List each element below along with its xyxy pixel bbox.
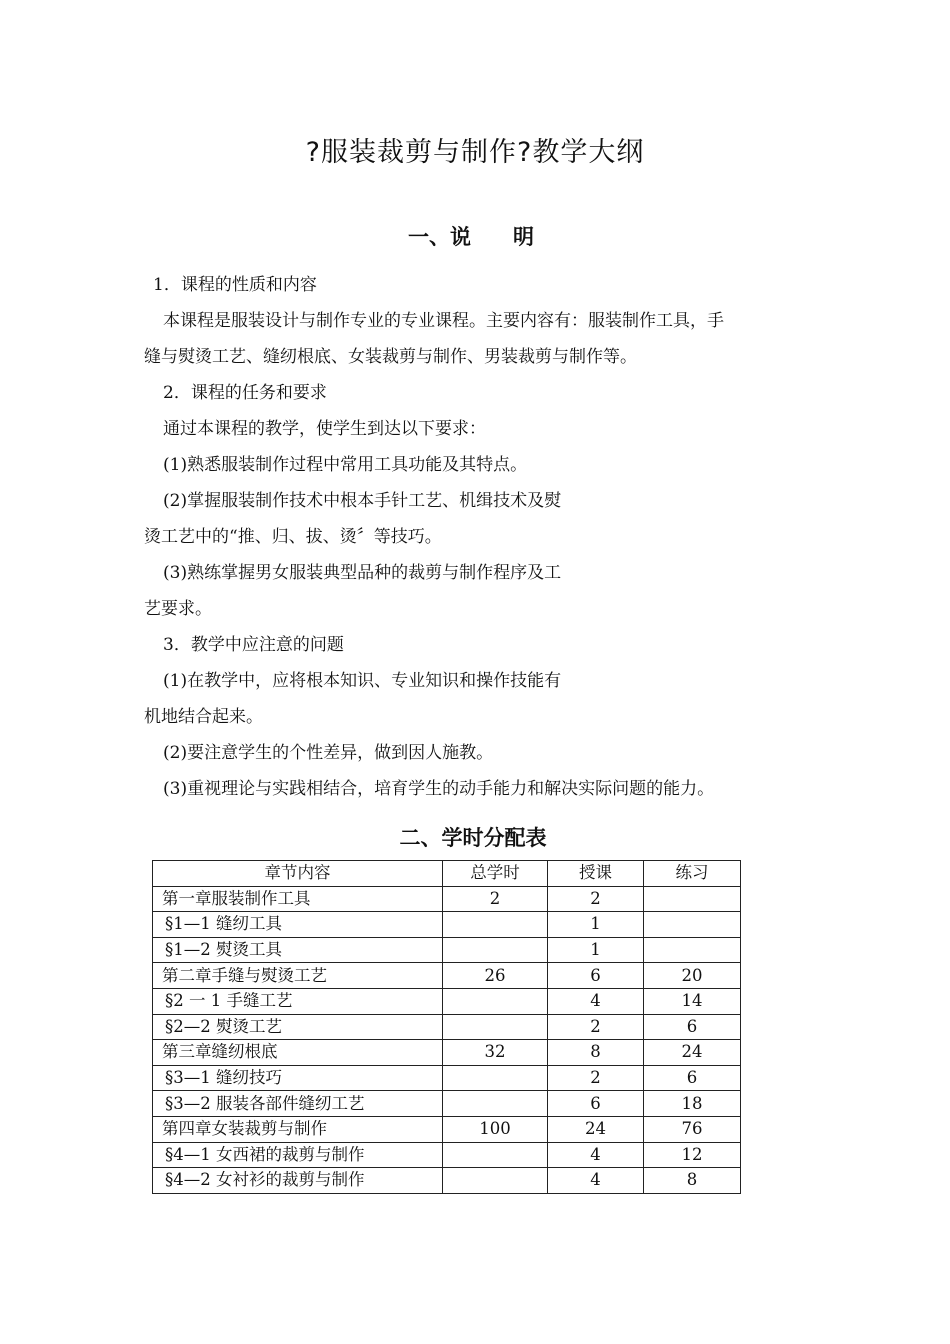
cell-total bbox=[443, 912, 548, 938]
table-row bbox=[153, 1040, 741, 1066]
cell-practice bbox=[644, 886, 741, 912]
hours-allocation-table bbox=[152, 860, 741, 1194]
cell-lecture: 2 bbox=[548, 1065, 644, 1091]
header-chapter: 章节内容 bbox=[153, 861, 443, 887]
cell-lecture: 2 bbox=[548, 886, 644, 912]
cell-lecture: 6 bbox=[548, 1091, 644, 1117]
cell-practice: 76 bbox=[644, 1116, 741, 1142]
cell-chapter: 第三章缝纫根底 bbox=[153, 1040, 443, 1066]
paragraph-line: (3)熟练掌握男女服装典型品种的裁剪与制作程序及工 bbox=[163, 563, 562, 583]
cell-total bbox=[443, 1142, 548, 1168]
cell-lecture: 24 bbox=[548, 1116, 644, 1142]
table-row bbox=[153, 886, 741, 912]
cell-chapter: §1—2 熨烫工具 bbox=[153, 937, 443, 963]
cell-practice: 20 bbox=[644, 963, 741, 989]
cell-practice: 24 bbox=[644, 1040, 741, 1066]
table-row bbox=[153, 988, 741, 1014]
section-heading-hours-table: 二、学时分配表 bbox=[399, 826, 547, 850]
paragraph-line: (1)在教学中，应将根本知识、专业知识和操作技能有 bbox=[163, 671, 562, 691]
paragraph-line: 1．课程的性质和内容 bbox=[153, 275, 317, 295]
cell-practice bbox=[644, 912, 741, 938]
paragraph-line: 机地结合起来。 bbox=[144, 707, 263, 727]
paragraph-line: 烫工艺中的“推、归、拔、烫〞等技巧。 bbox=[144, 527, 442, 547]
table-row bbox=[153, 963, 741, 989]
cell-practice: 6 bbox=[644, 1014, 741, 1040]
table-row bbox=[153, 1168, 741, 1194]
table-row bbox=[153, 937, 741, 963]
cell-lecture: 4 bbox=[548, 988, 644, 1014]
cell-lecture: 4 bbox=[548, 1168, 644, 1194]
cell-chapter: 第四章女装裁剪与制作 bbox=[153, 1116, 443, 1142]
table-row bbox=[153, 1116, 741, 1142]
cell-practice: 14 bbox=[644, 988, 741, 1014]
cell-chapter: 第一章服装制作工具 bbox=[153, 886, 443, 912]
cell-total bbox=[443, 1168, 548, 1194]
cell-chapter: §3—1 缝纫技巧 bbox=[153, 1065, 443, 1091]
cell-chapter: §4—1 女西裙的裁剪与制作 bbox=[153, 1142, 443, 1168]
paragraph-line: 缝与熨烫工艺、缝纫根底、女装裁剪与制作、男装裁剪与制作等。 bbox=[144, 347, 637, 367]
cell-practice bbox=[644, 937, 741, 963]
paragraph-line: (2)要注意学生的个性差异，做到因人施教。 bbox=[163, 743, 494, 763]
cell-practice: 8 bbox=[644, 1168, 741, 1194]
cell-lecture: 1 bbox=[548, 912, 644, 938]
cell-chapter: §2—2 熨烫工艺 bbox=[153, 1014, 443, 1040]
cell-total: 32 bbox=[443, 1040, 548, 1066]
table-row bbox=[153, 1065, 741, 1091]
cell-lecture: 1 bbox=[548, 937, 644, 963]
header-lecture: 授课 bbox=[548, 861, 644, 887]
paragraph-line: 艺要求。 bbox=[144, 599, 212, 619]
cell-total: 100 bbox=[443, 1116, 548, 1142]
paragraph-line: 通过本课程的教学，使学生到达以下要求： bbox=[163, 419, 486, 439]
cell-practice: 12 bbox=[644, 1142, 741, 1168]
paragraph-line: 3．教学中应注意的问题 bbox=[163, 635, 344, 655]
cell-chapter: §4—2 女衬衫的裁剪与制作 bbox=[153, 1168, 443, 1194]
cell-lecture: 2 bbox=[548, 1014, 644, 1040]
paragraph-line: (3)重视理论与实践相结合，培育学生的动手能力和解决实际问题的能力。 bbox=[163, 779, 715, 799]
cell-practice: 6 bbox=[644, 1065, 741, 1091]
cell-chapter: §2 一 1 手缝工艺 bbox=[153, 988, 443, 1014]
cell-total: 26 bbox=[443, 963, 548, 989]
paragraph-line: 本课程是服装设计与制作专业的专业课程。主要内容有：服装制作工具，手 bbox=[163, 311, 724, 331]
cell-chapter: 第二章手缝与熨烫工艺 bbox=[153, 963, 443, 989]
header-practice: 练习 bbox=[644, 861, 741, 887]
table-row bbox=[153, 1142, 741, 1168]
table-row bbox=[153, 1014, 741, 1040]
cell-lecture: 8 bbox=[548, 1040, 644, 1066]
table-row bbox=[153, 1091, 741, 1117]
paragraph-line: (1)熟悉服装制作过程中常用工具功能及其特点。 bbox=[163, 455, 528, 475]
paragraph-line: 2．课程的任务和要求 bbox=[163, 383, 327, 403]
cell-total bbox=[443, 1091, 548, 1117]
cell-lecture: 6 bbox=[548, 963, 644, 989]
table-header-row bbox=[153, 861, 741, 887]
table-row bbox=[153, 912, 741, 938]
cell-total bbox=[443, 988, 548, 1014]
cell-chapter: §1—1 缝纫工具 bbox=[153, 912, 443, 938]
cell-lecture: 4 bbox=[548, 1142, 644, 1168]
header-total-hours: 总学时 bbox=[443, 861, 548, 887]
cell-practice: 18 bbox=[644, 1091, 741, 1117]
cell-total: 2 bbox=[443, 886, 548, 912]
cell-total bbox=[443, 1014, 548, 1040]
paragraph-line: (2)掌握服装制作技术中根本手针工艺、机缉技术及熨 bbox=[163, 491, 562, 511]
cell-chapter: §3—2 服装各部件缝纫工艺 bbox=[153, 1091, 443, 1117]
cell-total bbox=[443, 1065, 548, 1091]
section-heading-explanation: 一、说 明 bbox=[408, 225, 534, 249]
document-title: ?服装裁剪与制作?教学大纲 bbox=[305, 137, 645, 168]
cell-total bbox=[443, 937, 548, 963]
